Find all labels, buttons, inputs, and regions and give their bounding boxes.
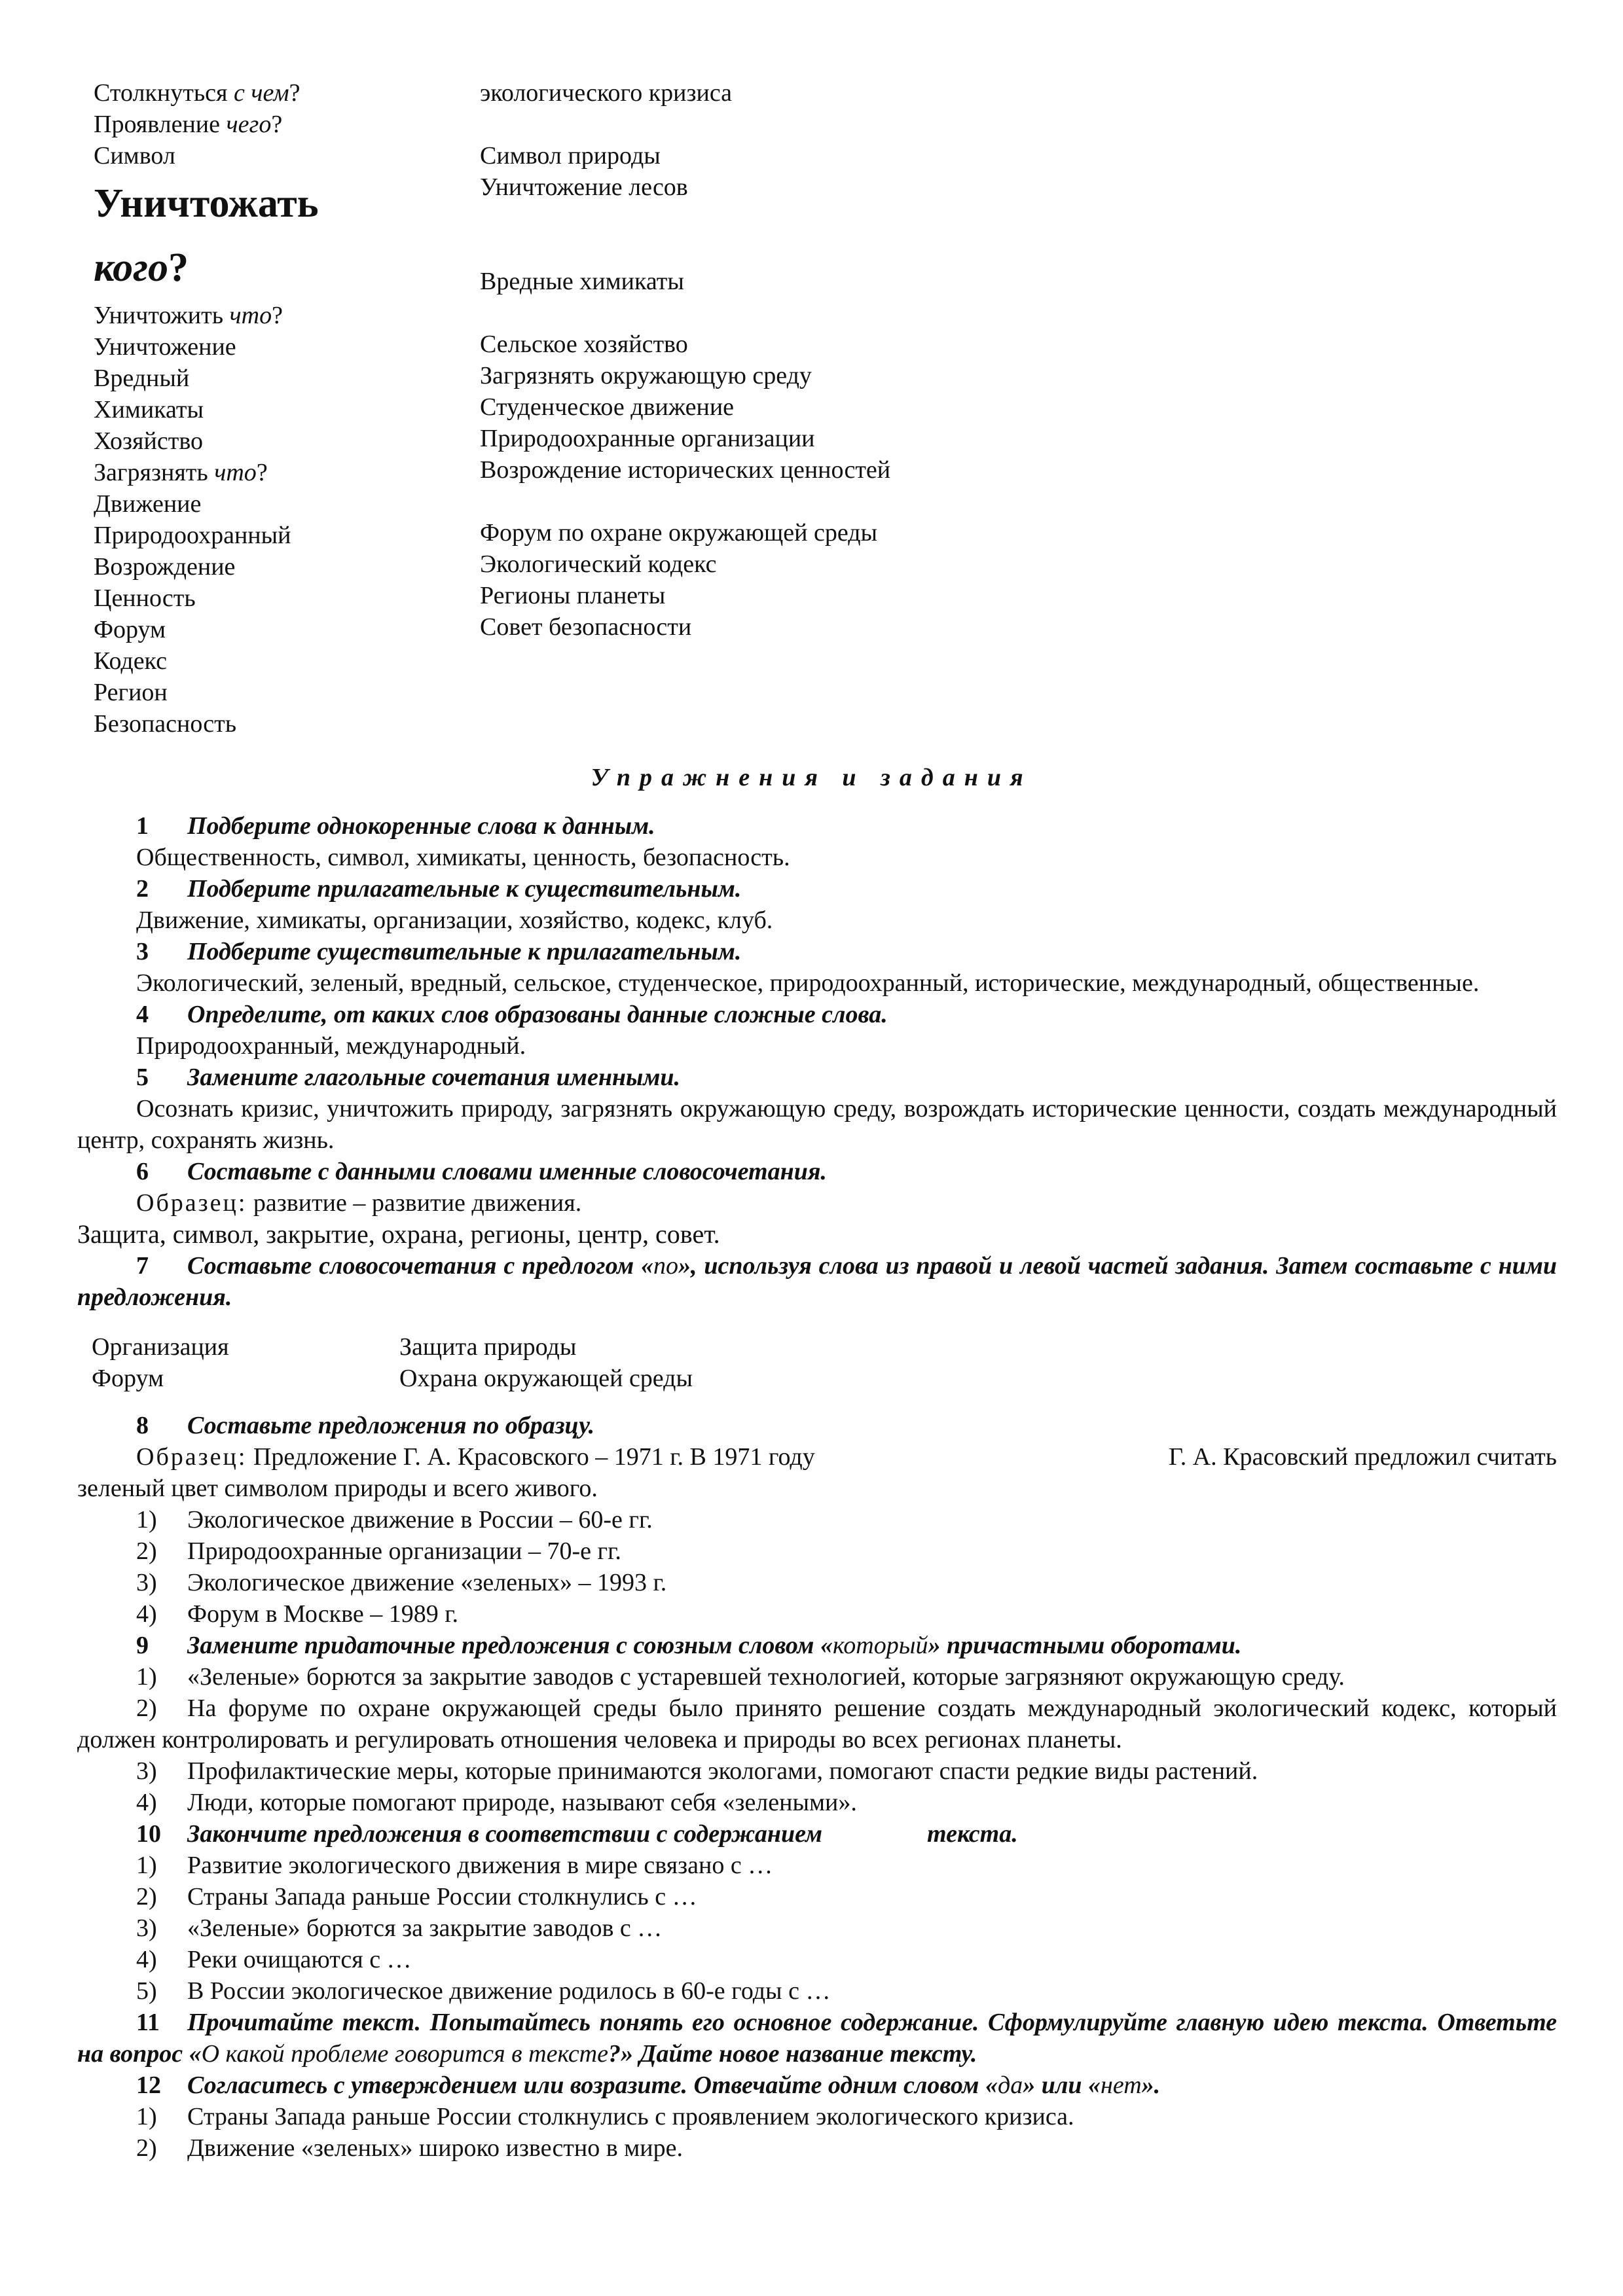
vocab-right-item: Уничтожение лесов <box>480 173 688 201</box>
vocab-right-item: Возрождение исторических ценностей <box>480 456 891 484</box>
vocab-right-item: Загрязнять окружающую среду <box>480 362 812 389</box>
vocab-left-item: Форум <box>94 616 166 643</box>
vocab-left-item: Вредный <box>94 365 190 392</box>
exercise-12-title: 12 Согласитесь с утверждением или возразите. Отвечайте одним словом «да» или «нет». <box>136 2072 1161 2099</box>
list-item: 2) Страны Запада раньше России столкнулись с … <box>136 1883 697 1910</box>
exercise-5-body: Осознать кризис, уничтожить природу, загрязнять окружающую среду, возрождать исторические ценности, создать международный центр, сохранять жизнь. <box>77 1095 1557 1154</box>
list-item: 3) «Зеленые» борются за закрытие заводов с … <box>136 1914 663 1942</box>
exercise-7-pairs <box>92 1331 1557 1394</box>
vocab-right-item: Вредные химикаты <box>480 268 684 295</box>
vocab-right-item: Сельское хозяйство <box>480 331 688 358</box>
vocab-left-item: Хозяйство <box>94 427 204 455</box>
list-item: 2) На форуме по охране окружающей среды было принято решение создать международный экологический кодекс, который должен контролировать и регулировать отношения человека и природы во всех регионах планеты. <box>77 1695 1557 1753</box>
exercise-4-title: 4 Определите, от каких слов образованы данные сложные слова. <box>136 1001 888 1028</box>
list-item: 1) Экологическое движение в России – 60-е гг. <box>136 1506 653 1534</box>
exercise-8-title: 8 Составьте предложения по образцу. <box>136 1412 595 1439</box>
exercise-2-title: 2 Подберите прилагательные к существительным. <box>136 875 742 903</box>
list-item: 2) Природоохранные организации – 70-е гг. <box>136 1537 621 1565</box>
exercise-11-title: 11 Прочитайте текст. Попытайтесь понять его основное содержание. Сформулируйте главную идею текста. Ответьте на вопрос «О какой проблеме говорится в тексте?» Дайте новое название тексту. <box>77 2009 1557 2068</box>
vocab-right-column <box>480 77 1200 643</box>
vocab-left-column <box>94 77 460 740</box>
vocab-left-item: Химикаты <box>94 396 204 423</box>
list-item: 3) Экологическое движение «зеленых» – 1993 г. <box>136 1569 667 1596</box>
vocab-left-item: Столкнуться с чем? <box>94 79 301 107</box>
exercise-7-title: 7 Составьте словосочетания с предлогом «по», используя слова из правой и левой частей задания. Затем составьте с ними предложения. <box>77 1252 1557 1311</box>
exercise-10-title: 10 Закончите предложения в соответствии с содержанием текста. <box>136 1820 1018 1848</box>
exercise-8-sample: Образец: Предложение Г. А. Красовского – 1971 г. В 1971 году Г. А. Красовский предложил считать <box>136 1443 1557 1471</box>
pair-row: Организация Защита природы <box>92 1333 577 1361</box>
exercise-2-body: Движение, химикаты, организации, хозяйство, кодекс, клуб. <box>136 906 773 934</box>
vocab-left-item: Ценность <box>94 584 196 612</box>
exercise-3-body: Экологический, зеленый, вредный, сельское, студенческое, природоохранный, исторические, международный, общественные. <box>136 969 1480 997</box>
list-item: 1) «Зеленые» борются за закрытие заводов с устаревшей технологией, которые загрязняют окружающую среду. <box>136 1663 1345 1691</box>
vocab-left-item: Безопасность <box>94 710 237 738</box>
vocab-right-item: Регионы планеты <box>480 582 666 609</box>
list-item: 1) Развитие экологического движения в мире связано с … <box>136 1852 773 1879</box>
vocab-left-item: Уничтожить что? <box>94 302 283 329</box>
list-item: 4) Форум в Москве – 1989 г. <box>136 1600 459 1628</box>
list-item: 1) Страны Запада раньше России столкнулись с проявлением экологического кризиса. <box>136 2103 1074 2130</box>
vocab-left-item: Движение <box>94 490 202 518</box>
list-item: 4) Люди, которые помогают природе, называют себя «зелеными». <box>136 1789 857 1816</box>
vocab-right-item: Совет безопасности <box>480 613 692 641</box>
exercise-1-title: 1 Подберите однокоренные слова к данным. <box>136 812 655 840</box>
exercise-8-sample-cont: зеленый цвет символом природы и всего живого. <box>77 1475 598 1502</box>
vocab-left-item: Уничтожение <box>94 333 236 361</box>
exercise-5-title: 5 Замените глагольные сочетания именными. <box>136 1064 681 1091</box>
vocab-left-item: Природоохранный <box>94 522 291 549</box>
vocab-right-item: Форум по охране окружающей среды <box>480 519 878 547</box>
exercise-1-body: Общественность, символ, химикаты, ценность, безопасность. <box>136 844 790 871</box>
exercise-4-body: Природоохранный, международный. <box>136 1032 526 1060</box>
vocab-right-item: экологического кризиса <box>480 79 733 107</box>
list-item: 3) Профилактические меры, которые принимаются экологами, помогают спасти редкие виды растений. <box>136 1757 1258 1785</box>
section-heading: Упражнения и задания <box>591 764 1032 791</box>
list-item: 4) Реки очищаются с … <box>136 1946 412 1973</box>
vocab-left-item-large: кого? <box>94 245 189 290</box>
vocab-left-item: Возрождение <box>94 553 236 581</box>
vocab-left-item: Регион <box>94 679 168 706</box>
list-item: 2) Движение «зеленых» широко известно в мире. <box>136 2134 683 2162</box>
vocab-left-item: Загрязнять что? <box>94 459 268 486</box>
list-item: 5) В России экологическое движение родилось в 60-е годы с … <box>136 1977 831 2005</box>
pair-row: Форум Охрана окружающей среды <box>92 1365 693 1392</box>
vocab-left-item: Кодекс <box>94 647 167 675</box>
exercise-6-sample: Образец: развитие – развитие движения. <box>136 1189 582 1217</box>
exercise-3-title: 3 Подберите существительные к прилагательным. <box>136 938 742 965</box>
vocab-right-item: Экологический кодекс <box>480 550 717 578</box>
vocab-right-item: Природоохранные организации <box>480 425 815 452</box>
exercise-6-title: 6 Составьте с данными словами именные словосочетания. <box>136 1158 827 1185</box>
vocab-left-item: Символ <box>94 142 175 170</box>
exercise-6-body: Защита, символ, закрытие, охрана, регионы, центр, совет. <box>77 1219 720 1249</box>
vocab-right-item: Студенческое движение <box>480 393 735 421</box>
exercise-9-title: 9 Замените придаточные предложения с союзным словом «который» причастными оборотами. <box>136 1632 1242 1659</box>
vocab-left-item-large: Уничтожать <box>94 181 319 226</box>
vocab-right-item: Символ природы <box>480 142 661 170</box>
vocab-left-item: Проявление чего? <box>94 111 283 138</box>
exercises <box>77 810 1557 2164</box>
